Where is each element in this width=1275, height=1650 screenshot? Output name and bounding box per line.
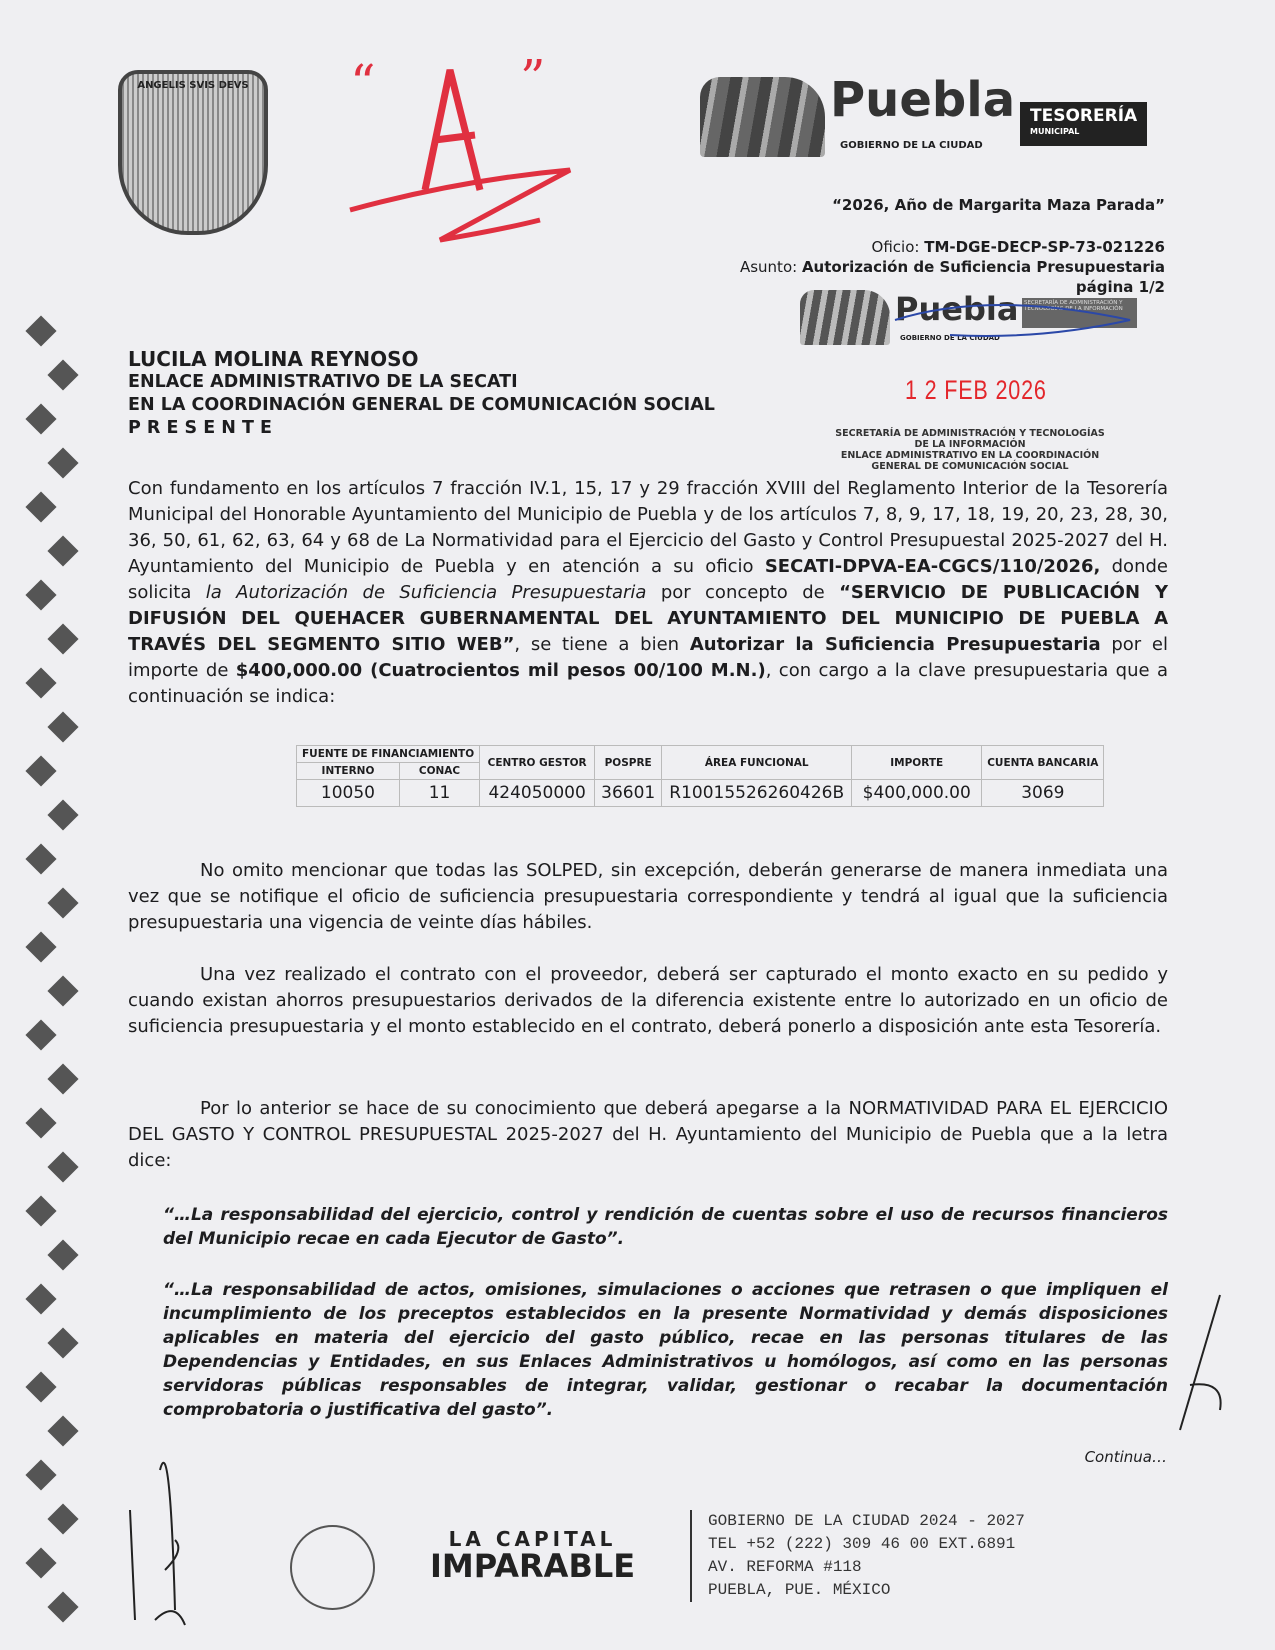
header-cuenta: CUENTA BANCARIA [982, 746, 1104, 780]
border-diamond [47, 623, 78, 654]
motto: “2026, Año de Margarita Maza Parada” [832, 196, 1165, 214]
border-diamond [25, 1195, 56, 1226]
slogan-2: IMPARABLE [430, 1547, 636, 1585]
page-number: página 1/2 [1075, 278, 1165, 296]
border-diamond [25, 755, 56, 786]
addressee-name: LUCILA MOLINA REYNOSO [128, 347, 419, 371]
addressee-role: ENLACE ADMINISTRATIVO DE LA SECATI [128, 372, 518, 392]
logo-city: Puebla [830, 72, 1016, 128]
border-diamond [47, 1591, 78, 1622]
border-diamond [25, 403, 56, 434]
seal-text: ANGELIS SVIS DEVS [137, 80, 249, 91]
border-diamond [47, 1063, 78, 1094]
service-concept: “SERVICIO DE PUBLICACIÓN Y DIFUSIÓN DEL QUEHACER GUBERNAMENTAL DEL AYUNTAMIENTO DEL MUNICIPIO DE PUEBLA A TRAVÉS DEL SEGMENTO SITIO WEB” [128, 582, 1168, 655]
text: Autorizar la Suficiencia Presupuestaria [689, 634, 1101, 655]
text: , con cargo a la clave presupuestaria que a continuación se indica: [128, 660, 1169, 707]
header-importe: IMPORTE [852, 746, 982, 780]
header-interno: INTERNO [297, 763, 400, 780]
border-diamond [25, 1107, 56, 1138]
la-capital-imparable-logo [430, 1527, 636, 1585]
border-diamond [25, 1459, 56, 1490]
border-diamond [25, 315, 56, 346]
header-centro: CENTRO GESTOR [480, 746, 595, 780]
cell: 424050000 [480, 780, 595, 807]
puebla-icons-graphic [800, 290, 890, 345]
quote-2: “…La responsabilidad de actos, omisiones, simulaciones o acciones que retrasen o que impliquen el incumplimiento de los preceptos establecidos en la presente Normatividad y demás disposiciones aplicables en materia del ejercicio del gasto público, recae en las personas titulares de las Dependencias y Entidades, en sus Enlaces Administrativos u homólogos, así como en las personas servidoras públicas responsables de integrar, validar, gestionar o recabar la documentación comprobatoria o justificativa del gasto”. [163, 1280, 1168, 1420]
paragraph-4: Por lo anterior se hace de su conocimiento que deberá apegarse a la NORMATIVIDAD PARA EL EJERCICIO DEL GASTO Y CONTROL PRESUPUESTAL 2025-2027 del H. Ayuntamiento del Municipio de Puebla que a la letra dice: [128, 1098, 1168, 1171]
border-diamond [47, 799, 78, 830]
puebla-icons-graphic [700, 77, 825, 157]
border-diamond [47, 1151, 78, 1182]
budget-table [296, 745, 1104, 807]
addressee-block [128, 348, 715, 440]
border-diamond [25, 579, 56, 610]
header-fuente: FUENTE DE FINANCIAMIENTO [297, 746, 480, 763]
svg-text:”: ” [520, 49, 546, 107]
border-diamond [47, 887, 78, 918]
stamp-dept: SECRETARÍA DE ADMINISTRACIÓN Y TECNOLOGÍAS DE LA INFORMACIÓN [1022, 298, 1137, 328]
decorative-border [22, 320, 92, 1640]
asunto: Autorización de Suficiencia Presupuestaria [801, 258, 1165, 276]
header-conac: CONAC [399, 763, 479, 780]
border-diamond [47, 1327, 78, 1358]
handwritten-red-mark [340, 40, 600, 270]
border-diamond [47, 975, 78, 1006]
footer-line: GOBIERNO DE LA CIUDAD 2024 - 2027 [708, 1512, 1025, 1530]
city-seal-logo [118, 70, 268, 235]
received-date-stamp: 1 2 FEB 2026 [905, 375, 1047, 405]
blue-signature [890, 295, 1140, 340]
text: donde solicita [128, 556, 1168, 603]
border-diamond [25, 1371, 56, 1402]
equality-seal-logo [290, 1525, 375, 1610]
stamp-line: ENLACE ADMINISTRATIVO EN LA COORDINACIÓN [840, 450, 1100, 461]
oficio-label: Oficio: [871, 238, 920, 256]
cell: R10015526260426B [662, 780, 852, 807]
margin-signature [1170, 1290, 1230, 1440]
border-diamond [25, 843, 56, 874]
border-diamond [47, 359, 78, 390]
border-diamond [47, 1503, 78, 1534]
puebla-tesoreria-logo [700, 72, 1160, 167]
border-diamond [25, 1283, 56, 1314]
header-area: ÁREA FUNCIONAL [662, 746, 852, 780]
quote-1: “…La responsabilidad del ejercicio, control y rendición de cuentas sobre el uso de recursos financieros del Municipio recae en cada Ejecutor de Gasto”. [163, 1205, 1168, 1249]
tesoreria-badge [1020, 102, 1147, 146]
reception-stamp-logo [800, 290, 1145, 350]
cell: 11 [399, 780, 479, 807]
dept-sub: MUNICIPAL [1030, 127, 1080, 136]
oficio-line [872, 238, 1165, 256]
cell: 36601 [595, 780, 662, 807]
footer-line: AV. REFORMA #118 [708, 1558, 862, 1576]
text: Con fundamento en los artículos 7 fracción IV.1, 15, 17 y 29 fracción XVIII del Reglamento Interior de la Tesorería Municipal del Honorable Ayuntamiento del Municipio de Puebla y de los artículos 7, 8, 9, 17, 18, 19, 20, 23, 28, 30, 36, 50, 61, 62, 63, 64 y 68 de La Normatividad para el Ejercicio del Gasto y Control Presupuestal 2025-2027 del H. Ayuntamiento del Municipio de Puebla y en atención a su oficio [128, 478, 1168, 577]
initials-signature [115, 1430, 225, 1630]
cell: $400,000.00 [852, 780, 982, 807]
asunto-label: Asunto: [739, 258, 798, 276]
oficio-number: TM-DGE-DECP-SP-73-021226 [924, 238, 1165, 256]
border-diamond [47, 1239, 78, 1270]
border-diamond [47, 535, 78, 566]
stamp-logo-sub: GOBIERNO DE LA CIUDAD [900, 334, 1000, 342]
border-diamond [47, 1415, 78, 1446]
cell: 10050 [297, 780, 400, 807]
paragraph-1 [128, 476, 1168, 710]
stamp-logo-city: Puebla [895, 290, 1019, 328]
border-diamond [47, 711, 78, 742]
stamp-text [820, 428, 1120, 472]
amount: $400,000.00 (Cuatrocientos mil pesos 00/100 M.N.) [235, 660, 766, 681]
asunto-line [740, 258, 1165, 276]
table-row [297, 780, 1104, 807]
border-diamond [25, 491, 56, 522]
border-diamond [25, 1019, 56, 1050]
cell: 3069 [982, 780, 1104, 807]
paragraph-2: No omito mencionar que todas las SOLPED, sin excepción, deberán generarse de manera inmediata una vez que se notifique el oficio de suficiencia presupuestaria correspondiente y tendrá al igual que la suficiencia presupuestaria una vigencia de veinte días hábiles. [128, 860, 1168, 933]
presente: P R E S E N T E [128, 418, 272, 438]
stamp-line: DE LA INFORMACIÓN [914, 439, 1026, 450]
text: por concepto de [646, 582, 840, 603]
stamp-line: SECRETARÍA DE ADMINISTRACIÓN Y TECNOLOGÍAS [835, 428, 1105, 439]
paragraph-3: Una vez realizado el contrato con el proveedor, deberá ser capturado el monto exacto en su pedido y cuando existan ahorros presupuestarios derivados de la diferencia existente entre lo autorizado en un oficio de suficiencia presupuestaria y el monto establecido en el contrato, deberá ponerlo a disposición ante esta Tesorería. [128, 964, 1168, 1037]
border-diamond [25, 1547, 56, 1578]
text: , se tiene a bien [514, 634, 690, 655]
footer-address [690, 1510, 1025, 1602]
request-oficio: SECATI-DPVA-EA-CGCS/110/2026, [764, 556, 1101, 577]
svg-text:“: “ [350, 54, 376, 112]
text: por el importe de [128, 634, 1169, 681]
header-pospre: POSPRE [595, 746, 662, 780]
border-diamond [25, 931, 56, 962]
addressee-role: EN LA COORDINACIÓN GENERAL DE COMUNICACIÓN SOCIAL [128, 395, 715, 415]
stamp-line: GENERAL DE COMUNICACIÓN SOCIAL [871, 461, 1069, 472]
border-diamond [47, 447, 78, 478]
continua: Continua… [1084, 1448, 1167, 1466]
logo-sub: GOBIERNO DE LA CIUDAD [840, 140, 983, 151]
border-diamond [25, 667, 56, 698]
footer-line: TEL +52 (222) 309 46 00 EXT.6891 [708, 1535, 1016, 1553]
slogan-1: LA CAPITAL [448, 1527, 617, 1551]
dept: TESORERÍA [1030, 106, 1138, 126]
footer-line: PUEBLA, PUE. MÉXICO [708, 1581, 891, 1599]
text: la Autorización de Suficiencia Presupuestaria [205, 582, 647, 603]
